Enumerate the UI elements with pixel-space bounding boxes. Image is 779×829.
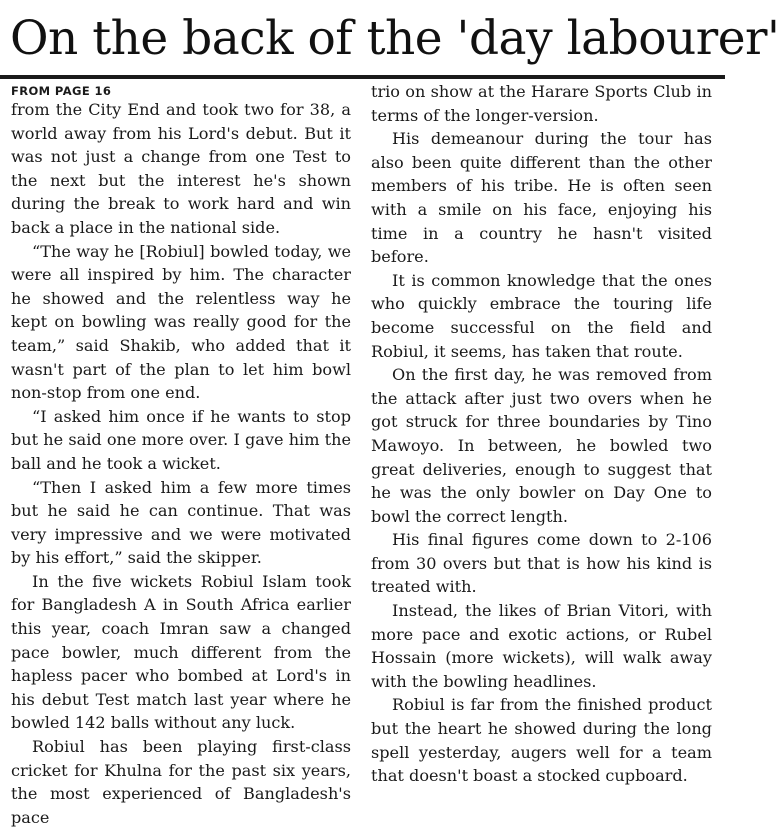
paragraph: On the first day, he was removed from the attack after just two overs when he got struck for three boundaries by Tino Mawoyo. In between, he bowled two great deliveries, enough to suggest that he was the only bowler on Day One to bowl the correct length. bbox=[371, 365, 712, 526]
jump-line: FROM PAGE 16 bbox=[11, 84, 112, 98]
article-column-left bbox=[11, 78, 351, 827]
paragraph: Robiul is far from the finished product but the heart he showed during the long spell yesterday, augers well for a team that doesn't boast a stocked cupboard. bbox=[371, 695, 712, 786]
article-column-right bbox=[371, 80, 712, 784]
paragraph: “Then I asked him a few more times but he said he can continue. That was very impressive and we were motivated by his effort,” said the skipper. bbox=[11, 477, 351, 568]
paragraph: Robiul has been playing first-class cricket for Khulna for the past six years, the most experienced of Bangladesh's pace bbox=[11, 737, 351, 827]
paragraph: Instead, the likes of Brian Vitori, with more pace and exotic actions, or Rubel Hossain (more wickets), will walk away with the bowling headlines. bbox=[371, 601, 712, 691]
paragraph: His final figures come down to 2-106 from 30 overs but that is how his kind is treated with. bbox=[371, 530, 712, 597]
paragraph: “I asked him once if he wants to stop but he said one more over. I gave him the ball and he took a wicket. bbox=[11, 406, 351, 473]
paragraph: “The way he [Robiul] bowled today, we were all inspired by him. The character he showed and the relentless way he kept on bowling was really good for the team,” said Shakib, who added that it wasn't part of the plan to let him bowl non-stop from one end. bbox=[11, 241, 351, 403]
paragraph: trio on show at the Harare Sports Club in terms of the longer-version. bbox=[371, 82, 712, 125]
paragraph: In the five wickets Robiul Islam took for Bangladesh A in South Africa earlier this year, coach Imran saw a changed pace bowler, much different from the hapless pacer who bombed at Lord's in his debut Test match last year where he bowled 142 balls without any luck. bbox=[11, 571, 351, 733]
paragraph: from the City End and took two for 38, a world away from his Lord's debut. But it was not just a change from one Test to the next but the interest he's shown during the break to work hard and win back a place in the national side. bbox=[11, 100, 351, 237]
article-headline: On the back of the 'day labourer' bbox=[10, 11, 779, 66]
paragraph: His demeanour during the tour has also been quite different than the other members of his tribe. He is often seen with a smile on his face, enjoying his time in a country he hasn't visited before. bbox=[371, 129, 712, 267]
paragraph: It is common knowledge that the ones who quickly embrace the touring life become successful on the field and Robiul, it seems, has taken that route. bbox=[371, 270, 712, 361]
